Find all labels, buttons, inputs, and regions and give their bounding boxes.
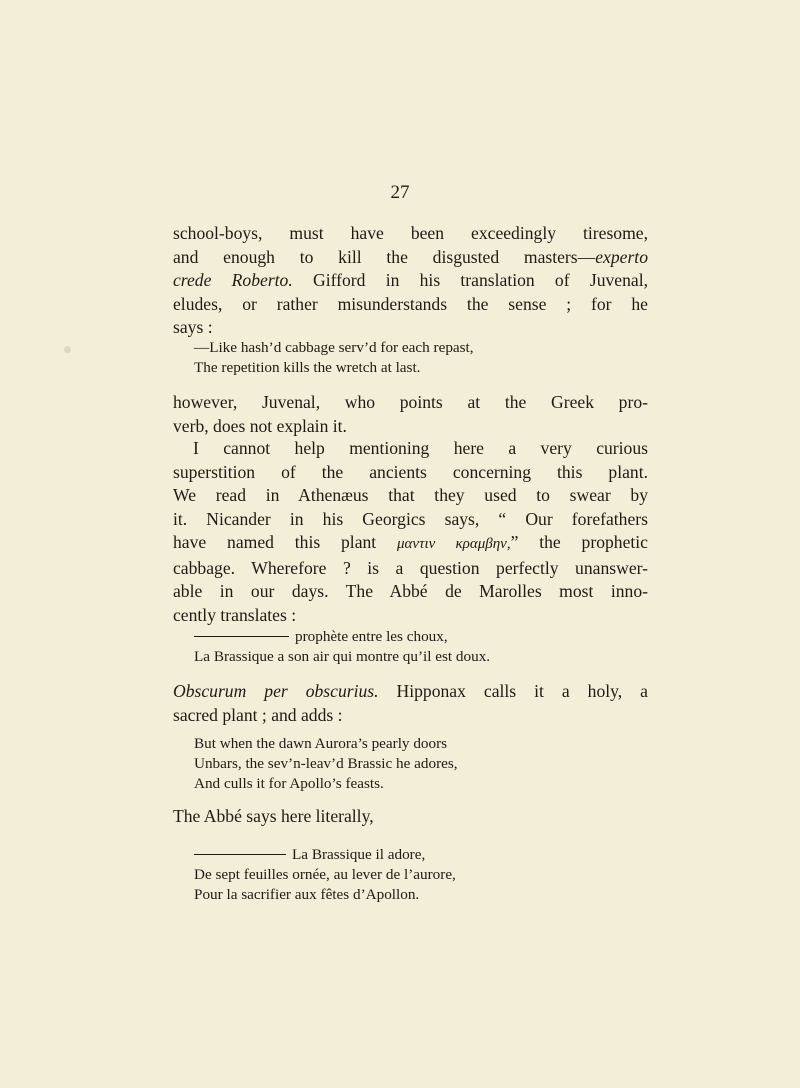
paragraph-3-line-2: superstition of the ancients concerning this plant.: [173, 461, 648, 482]
paragraph-4: [173, 680, 648, 727]
verse-quote-2: [194, 734, 458, 794]
paragraph-2: [173, 391, 648, 438]
paragraph-1-line-1: school-boys, must have been exceedingly tiresome,: [173, 223, 648, 243]
paragraph-5-line-1: The Abbé says here literally,: [173, 806, 374, 826]
paragraph-3: [173, 437, 648, 627]
page-number: 27: [390, 182, 410, 203]
french-2-line-2: De sept feuilles ornée, au lever de l’aurore,: [194, 866, 456, 883]
verse-2-line-1: But when the dawn Aurora’s pearly doors: [194, 735, 448, 752]
verse-quote-1: [194, 338, 474, 378]
paragraph-1-line-3: crede Roberto. Gifford in his translation of Juvenal,: [173, 270, 648, 290]
french-2-line-3: Pour la sacrifier aux fêtes d’Apollon.: [194, 886, 420, 903]
paragraph-1-line-2: and enough to kill the disgusted masters—experto: [173, 246, 648, 267]
greek-phrase: μαντιν κραμβην,: [397, 536, 511, 552]
paragraph-3-line-3: We read in Athenæus that they used to swear by: [173, 485, 648, 505]
french-1-line-1: prophète entre les choux,: [194, 627, 490, 647]
french-quote-2: [194, 845, 456, 905]
elision-rule: [194, 854, 286, 855]
french-quote-1: [194, 627, 490, 667]
latin-phrase-part-2: crede Roberto.: [173, 270, 293, 290]
paragraph-1-line-5: says :: [173, 317, 213, 337]
verse-2-line-3: And culls it for Apollo’s feasts.: [194, 775, 384, 792]
paragraph-1-line-4: eludes, or rather misunderstands the sense ; for he: [173, 293, 648, 314]
elision-rule: [194, 636, 289, 637]
verse-1-line-1: —Like hash’d cabbage serv’d for each repast,: [194, 339, 474, 356]
french-1-line-2: La Brassique a son air qui montre qu’il est doux.: [194, 648, 491, 665]
paragraph-3-line-4: it. Nicander in his Georgics says, “ Our forefathers: [173, 508, 648, 529]
paragraph-3-line-6: cabbage. Wherefore ? is a question perfectly unanswer-: [173, 557, 648, 578]
latin-phrase-part-1: experto: [595, 246, 648, 267]
paragraph-3-line-7: able in our days. The Abbé de Marolles most inno-: [173, 581, 648, 601]
paragraph-3-line-5: have named this plant μαντιν κραμβην,” the prophetic: [173, 532, 648, 552]
paragraph-2-line-1: however, Juvenal, who points at the Greek pro-: [173, 392, 648, 412]
paragraph-4-line-1: Obscurum per obscurius. Hipponax calls it a holy, a: [173, 681, 648, 701]
verse-1-line-2: The repetition kills the wretch at last.: [194, 359, 421, 376]
french-2-line-1: La Brassique il adore,: [194, 845, 456, 865]
paragraph-3-line-1: I cannot help mentioning here a very curious: [193, 438, 648, 458]
verse-2-line-2: Unbars, the sev’n-leav’d Brassic he adores,: [194, 755, 458, 772]
paragraph-5: [173, 805, 648, 829]
paragraph-2-line-2: verb, does not explain it.: [173, 415, 347, 436]
latin-phrase: Obscurum per obscurius.: [173, 681, 379, 701]
paragraph-1: [173, 222, 648, 340]
paragraph-4-line-2: sacred plant ; and adds :: [173, 704, 343, 725]
paper-blemish: [64, 346, 71, 353]
paragraph-3-line-8: cently translates :: [173, 604, 297, 625]
